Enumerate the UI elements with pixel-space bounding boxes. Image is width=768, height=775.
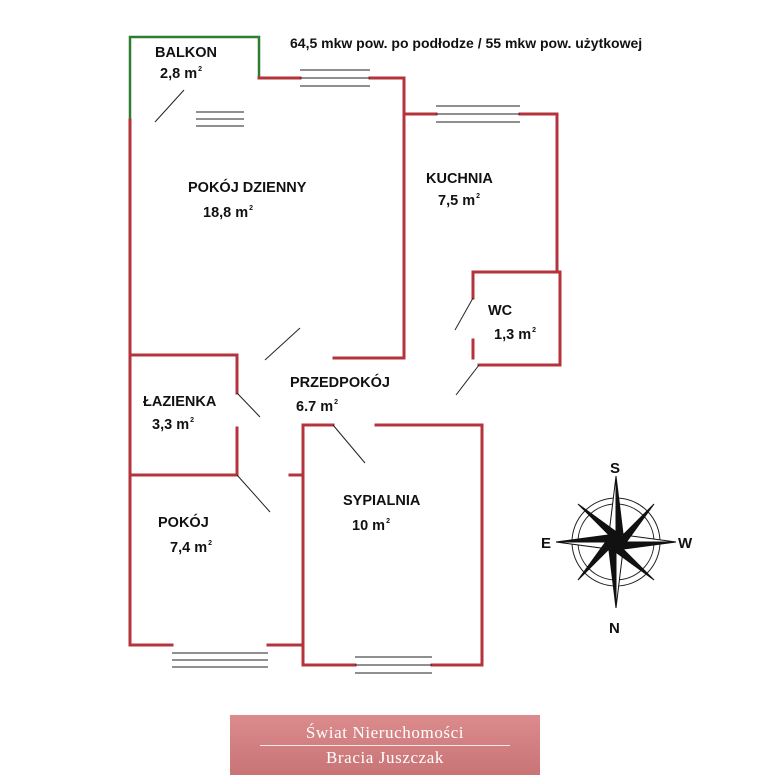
compass-label-left: E xyxy=(541,535,552,552)
doors xyxy=(155,90,479,512)
room-area-sypialnia: 10 $m^2$ xyxy=(352,518,390,534)
room-name-pokoj-dzienny: POKÓJ DZIENNY xyxy=(188,180,307,196)
room-name-sypialnia: SYPIALNIA xyxy=(343,493,421,509)
room-name-lazienka: ŁAZIENKA xyxy=(143,394,217,410)
logo-line-2: Bracia Juszczak xyxy=(325,748,445,767)
compass-label-bottom: N xyxy=(609,620,620,637)
room-name-wc: WC xyxy=(488,303,513,319)
room-area-pokoj: 7,4 $m^2$ xyxy=(170,540,213,556)
area-headline: 64,5 mkw pow. po podłodze / 55 mkw pow. użytkowej xyxy=(290,35,643,51)
room-name-kuchnia: KUCHNIA xyxy=(426,171,493,187)
walls xyxy=(130,78,560,665)
compass-label-right: W xyxy=(678,535,693,552)
room-name-przedpokoj: PRZEDPOKÓJ xyxy=(290,375,390,391)
room-area-kuchnia: 7,5 $m^2$ xyxy=(438,193,481,209)
logo-line-1: Świat Nieruchomości xyxy=(305,723,465,742)
windows xyxy=(172,70,520,673)
compass-label-top: S xyxy=(610,460,621,477)
room-area-pokoj-dzienny: 18,8 $m^2$ xyxy=(203,205,254,221)
room-area-lazienka: 3,3 $m^2$ xyxy=(152,417,195,433)
logo-divider xyxy=(260,745,510,746)
room-area-balkon: 2,8 $m^2$ xyxy=(160,66,203,82)
room-name-balkon: BALKON xyxy=(155,45,218,61)
agency-logo xyxy=(230,715,540,775)
room-area-wc: 1,3 $m^2$ xyxy=(494,327,537,343)
room-area-przedpokoj: 6.7 $m^2$ xyxy=(296,399,339,415)
room-name-pokoj: POKÓJ xyxy=(158,515,209,531)
compass-rose-icon xyxy=(556,476,676,608)
